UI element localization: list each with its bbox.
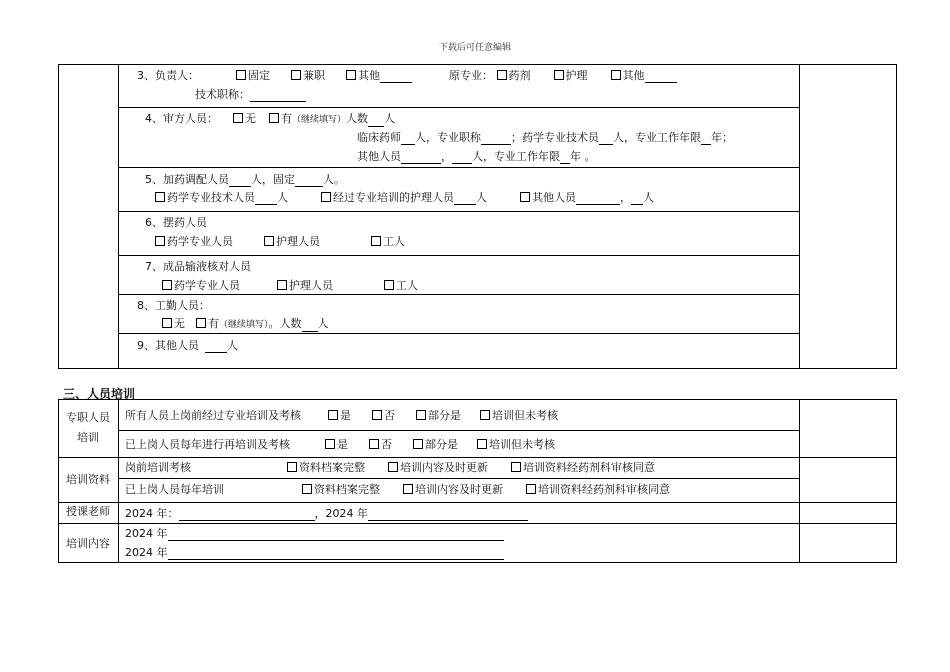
pharmacy-label: 药剂 xyxy=(508,69,531,82)
comma: ， xyxy=(620,191,631,204)
teacher-label: 授课老师 xyxy=(66,505,110,518)
check-pharm-label: 药学专业人员 xyxy=(174,279,240,292)
no-label: 否 xyxy=(384,409,395,422)
r1-yes-checkbox[interactable] xyxy=(328,410,338,420)
row9-label: 9、其他人员 xyxy=(137,339,199,352)
person-unit: 人 xyxy=(643,191,654,204)
update-label: 培训内容及时更新 xyxy=(400,461,488,474)
dispense-worker-checkbox[interactable] xyxy=(371,236,381,246)
dispense-nurse-checkbox[interactable] xyxy=(264,236,274,246)
content-year1: 2024 年 xyxy=(125,527,168,540)
support-none-checkbox[interactable] xyxy=(162,318,172,328)
row8-options xyxy=(162,317,329,332)
content-row1 xyxy=(125,527,504,541)
r1-partial-checkbox[interactable] xyxy=(416,410,426,420)
fulltime-label-line1: 专职人员 xyxy=(66,411,110,424)
nursing-checkbox[interactable] xyxy=(554,70,564,80)
mix-fixed-blank[interactable] xyxy=(295,175,323,187)
person-unit: 人 xyxy=(317,317,329,330)
untested-label: 培训但未考核 xyxy=(489,438,555,451)
row7-options xyxy=(162,279,418,293)
no-label: 否 xyxy=(381,438,392,451)
person-unit: 人 xyxy=(277,191,288,204)
fulltime-row1 xyxy=(125,409,558,423)
other-staff-label: 其他人员 xyxy=(357,150,401,163)
major-label: 原专业： xyxy=(449,69,493,82)
support-none-label: 无 xyxy=(174,317,185,330)
other-label: 其他 xyxy=(358,69,380,82)
approved-label: 培训资料经药剂科审核同意 xyxy=(538,483,670,496)
dispense-nurse-label: 护理人员 xyxy=(276,235,320,248)
pharmacy-checkbox[interactable] xyxy=(497,70,507,80)
row5-line1 xyxy=(145,173,345,187)
teacher-row xyxy=(125,507,528,521)
row4-line1 xyxy=(145,112,395,127)
pharm-tech-label: ；药学专业技术员 xyxy=(511,131,599,144)
row9 xyxy=(137,339,238,353)
other-work-years-label: 人，专业工作年限 xyxy=(472,150,560,163)
materials-label: 培训资料 xyxy=(66,473,110,486)
mix-pharm-checkbox[interactable] xyxy=(155,192,165,202)
check-nurse-checkbox[interactable] xyxy=(277,280,287,290)
m2-archive-checkbox[interactable] xyxy=(302,484,312,494)
review-count-blank[interactable] xyxy=(368,115,384,127)
untested-label: 培训但未考核 xyxy=(492,409,558,422)
fill-note: （继续填写） xyxy=(219,320,269,330)
content-blank-1[interactable] xyxy=(168,529,504,541)
review-has-label: 有 xyxy=(281,112,292,125)
dispense-pharm-checkbox[interactable] xyxy=(155,236,165,246)
yes-label: 是 xyxy=(340,409,351,422)
review-none-checkbox[interactable] xyxy=(233,113,243,123)
archive-label: 资料档案完整 xyxy=(299,461,365,474)
other-checkbox[interactable] xyxy=(346,70,356,80)
archive-label: 资料档案完整 xyxy=(314,483,380,496)
r1-no-checkbox[interactable] xyxy=(372,410,382,420)
mix-nurse-blank[interactable] xyxy=(454,193,476,205)
dispense-worker-label: 工人 xyxy=(383,235,405,248)
other-staff-count-blank[interactable] xyxy=(452,152,472,164)
materials-row1-options xyxy=(287,461,655,475)
clinical-count-blank[interactable] xyxy=(401,133,415,145)
work-years-label: 人，专业工作年限 xyxy=(613,131,701,144)
header-note: 下载后可任意编辑 xyxy=(438,43,511,53)
mix-nurse-label: 经过专业培训的护理人员 xyxy=(333,191,454,204)
materials-row1-text: 岗前培训考核 xyxy=(125,461,191,474)
other2-blank[interactable] xyxy=(645,71,677,83)
content-year2: 2024 年 xyxy=(125,546,168,559)
section-title: 三、人员培训 xyxy=(63,387,136,401)
mix-count-blank[interactable] xyxy=(229,175,251,187)
support-count-blank[interactable] xyxy=(302,320,318,332)
mix-pharm-blank[interactable] xyxy=(255,193,277,205)
r1-untested-checkbox[interactable] xyxy=(480,410,490,420)
review-none-label: 无 xyxy=(245,112,256,125)
mix-other-label: 其他人员 xyxy=(532,191,576,204)
r2-yes-checkbox[interactable] xyxy=(325,439,335,449)
other2-checkbox[interactable] xyxy=(611,70,621,80)
mix-other-count-blank[interactable] xyxy=(631,193,643,205)
fixed-label: 固定 xyxy=(248,69,270,82)
other-blank[interactable] xyxy=(380,71,412,83)
fulltime-row2 xyxy=(125,438,555,452)
mix-pharm-label: 药学专业技术人员 xyxy=(167,191,255,204)
pharm-tech-count-blank[interactable] xyxy=(599,133,613,145)
fulltime-row1-text: 所有人员上岗前经过专业培训及考核 xyxy=(125,409,301,422)
other-staff-blank[interactable] xyxy=(401,152,441,164)
partial-label: 部分是 xyxy=(425,438,458,451)
r2-partial-checkbox[interactable] xyxy=(413,439,423,449)
approved-label: 培训资料经药剂科审核同意 xyxy=(523,461,655,474)
check-nurse-label: 护理人员 xyxy=(289,279,333,292)
content-label: 培训内容 xyxy=(66,537,110,550)
other-count-blank[interactable] xyxy=(205,341,227,353)
clinical-pharmacist-label: 临床药师 xyxy=(357,131,401,144)
comma: ， xyxy=(441,150,452,163)
materials-row2-options xyxy=(302,483,670,497)
row6-options xyxy=(155,235,405,249)
content-row2 xyxy=(125,546,504,560)
row5-label: 5、加药调配人员 xyxy=(145,173,229,186)
work-years-blank[interactable] xyxy=(701,133,711,145)
person-unit: 人 xyxy=(476,191,487,204)
row4-line2 xyxy=(357,131,733,145)
mix-other-checkbox[interactable] xyxy=(520,192,530,202)
review-has-checkbox[interactable] xyxy=(269,113,279,123)
fulltime-label xyxy=(58,408,118,448)
support-has-checkbox[interactable] xyxy=(196,318,206,328)
update-label: 培训内容及时更新 xyxy=(415,483,503,496)
person-unit: 人 xyxy=(384,112,396,125)
check-worker-label: 工人 xyxy=(396,279,418,292)
count-prefix: 。人数 xyxy=(268,317,302,330)
m1-archive-checkbox[interactable] xyxy=(287,462,297,472)
mix-other-blank[interactable] xyxy=(576,193,620,205)
dispense-pharm-label: 药学专业人员 xyxy=(167,235,233,248)
row7-label: 7、成品输液核对人员 xyxy=(145,260,251,273)
r2-no-checkbox[interactable] xyxy=(369,439,379,449)
row3-line1 xyxy=(137,69,677,83)
m2-approved-checkbox[interactable] xyxy=(526,484,536,494)
row5-line2 xyxy=(155,191,654,205)
row8-label: 8、工勤人员： xyxy=(137,299,210,312)
fixed-checkbox[interactable] xyxy=(236,70,246,80)
fixed-prefix: 人，固定 xyxy=(251,173,295,186)
parttime-label: 兼职 xyxy=(303,69,325,82)
nursing-label: 护理 xyxy=(565,69,588,82)
person-end: 人。 xyxy=(323,173,345,186)
other-work-years-blank[interactable] xyxy=(560,152,570,164)
prof-title-blank[interactable] xyxy=(481,133,511,145)
mix-nurse-checkbox[interactable] xyxy=(321,192,331,202)
teacher-year2: 2024 年 xyxy=(325,507,368,520)
yes-label: 是 xyxy=(337,438,348,451)
check-pharm-checkbox[interactable] xyxy=(162,280,172,290)
m1-update-checkbox[interactable] xyxy=(388,462,398,472)
teacher-blank-2[interactable] xyxy=(368,509,528,521)
fulltime-row2-text: 已上岗人员每年进行再培训及考核 xyxy=(125,438,290,451)
comma: ， xyxy=(314,507,326,520)
support-has-label: 有 xyxy=(208,317,219,330)
other2-label: 其他 xyxy=(622,69,645,82)
row3-label: 3、负责人： xyxy=(137,69,199,82)
year-unit: 年； xyxy=(711,131,733,144)
row6-label: 6、摆药人员 xyxy=(145,216,207,229)
title-blank[interactable] xyxy=(250,90,306,102)
m2-update-checkbox[interactable] xyxy=(403,484,413,494)
teacher-year1: 2024 年： xyxy=(125,507,179,520)
r2-untested-checkbox[interactable] xyxy=(477,439,487,449)
title-label: 技术职称： xyxy=(195,88,250,101)
teacher-blank-1[interactable] xyxy=(179,509,315,521)
parttime-checkbox[interactable] xyxy=(291,70,301,80)
fill-note: （继续填写） xyxy=(292,115,347,125)
year-unit-2: 年 。 xyxy=(570,150,596,163)
prof-title-label: 人，专业职称 xyxy=(415,131,481,144)
partial-label: 部分是 xyxy=(428,409,461,422)
row4-line3 xyxy=(357,150,596,164)
person-unit: 人 xyxy=(227,339,238,352)
row3-line2 xyxy=(195,88,306,102)
content-blank-2[interactable] xyxy=(168,548,504,560)
m1-approved-checkbox[interactable] xyxy=(511,462,521,472)
materials-row2-text: 已上岗人员每年培训 xyxy=(125,483,224,496)
row4-label: 4、审方人员： xyxy=(145,112,218,125)
count-prefix: 人数 xyxy=(346,112,369,125)
fulltime-label-line2: 培训 xyxy=(77,431,99,444)
check-worker-checkbox[interactable] xyxy=(384,280,394,290)
